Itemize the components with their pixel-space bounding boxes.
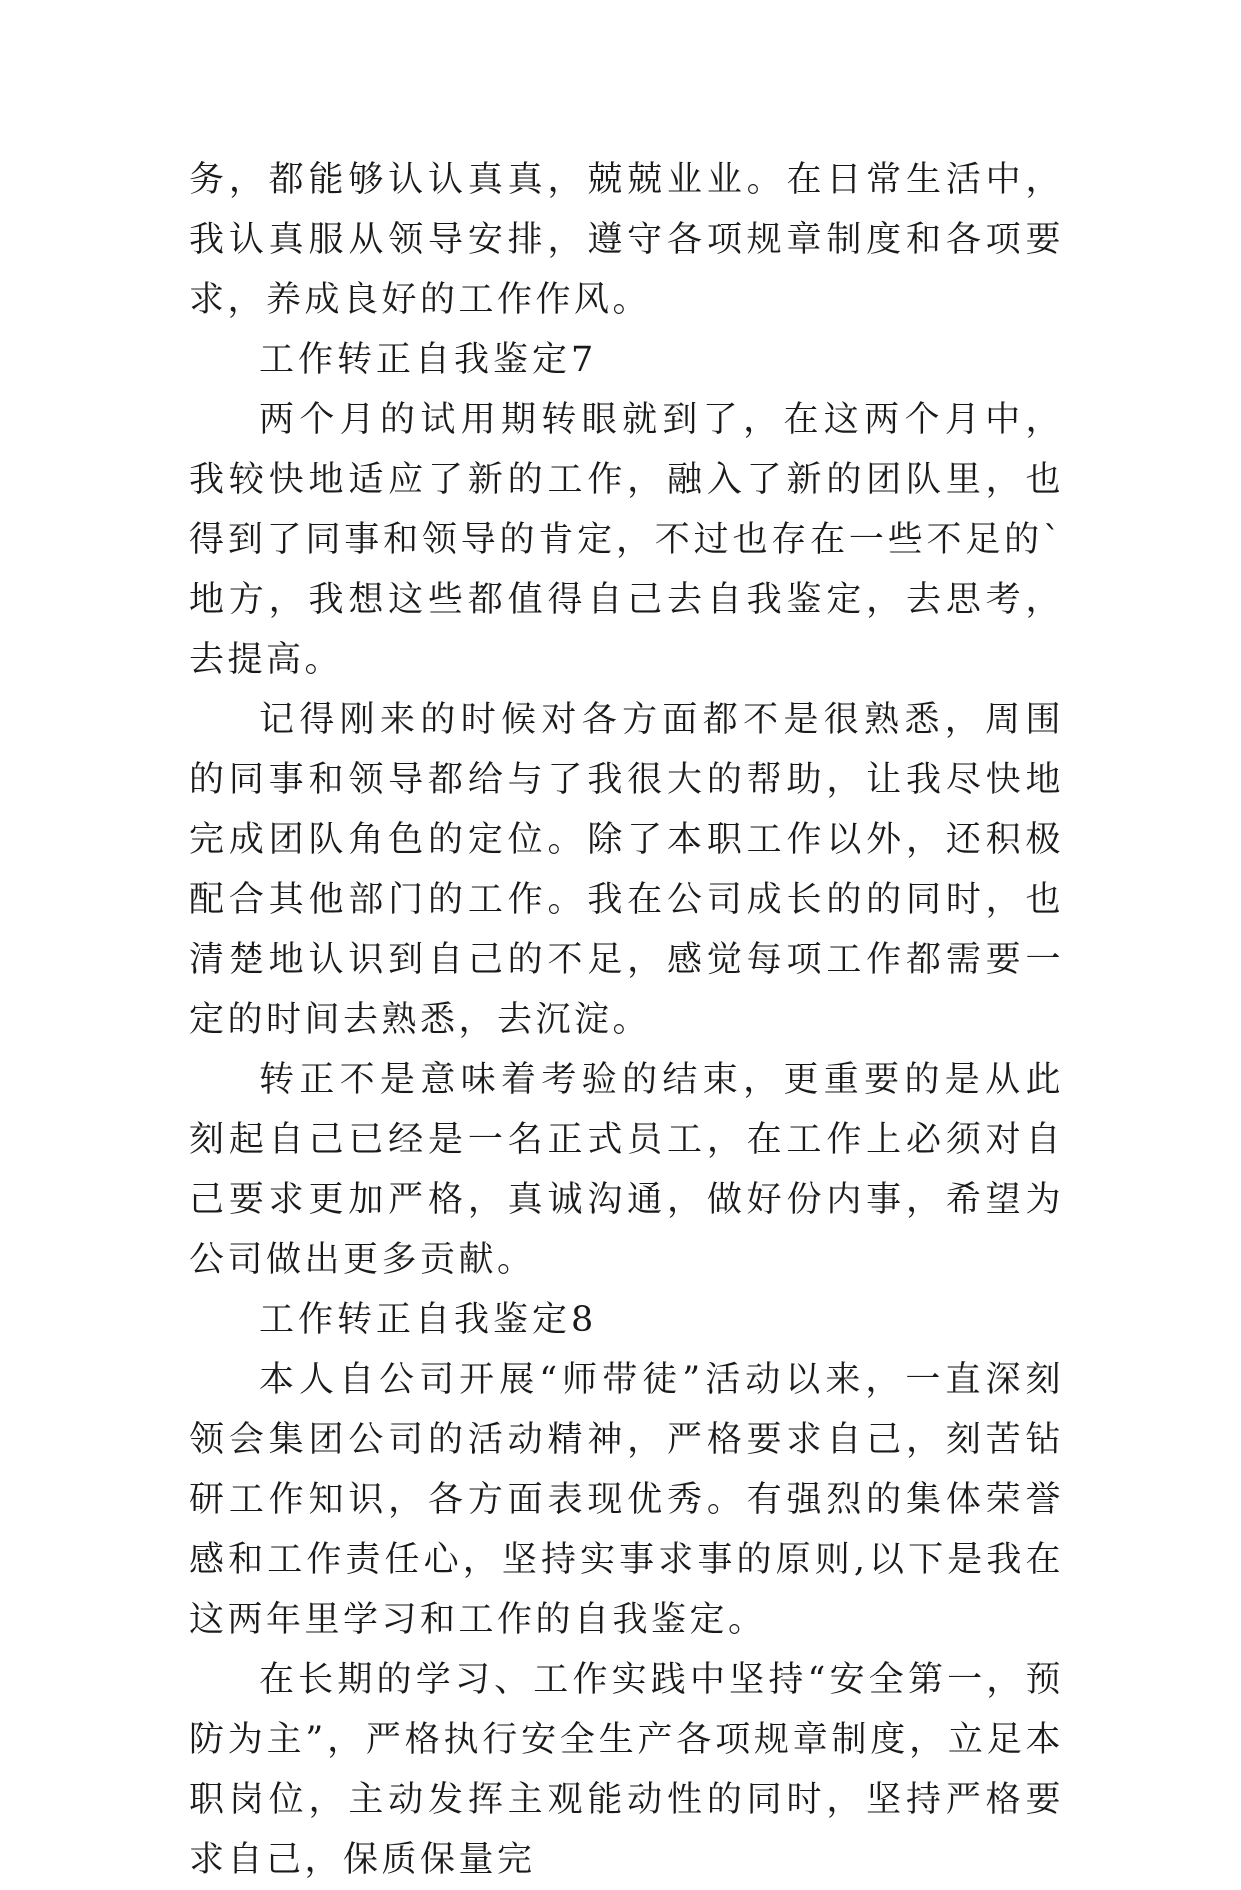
paragraph: 记得刚来的时候对各方面都不是很熟悉，周围的同事和领导都给与了我很大的帮助，让我尽快地完成团队角色的定位。除了本职工作以外，还积极配合其他部门的工作。我在公司成长的的同时，也清楚地认识到自己的不足，感觉每项工作都需要一定的时间去熟悉，去沉淀。 <box>189 700 1064 1040</box>
paragraph: 两个月的试用期转眼就到了，在这两个月中，我较快地适应了新的工作，融入了新的团队里，也得到了同事和领导的肯定，不过也存在一些不足的`地方，我想这些都值得自己去自我鉴定，去思考，去提高。 <box>189 400 1064 680</box>
document-body <box>189 150 1064 1890</box>
paragraph: 本人自公司开展“师带徒”活动以来，一直深刻领会集团公司的活动精神，严格要求自己，刻苦钻研工作知识，各方面表现优秀。有强烈的集体荣誉感和工作责任心，坚持实事求事的原则,以下是我在这两年里学习和工作的自我鉴定。 <box>189 1360 1064 1640</box>
paragraph: 在长期的学习、工作实践中坚持“安全第一，预防为主”，严格执行安全生产各项规章制度，立足本职岗位，主动发挥主观能动性的同时，坚持严格要求自己，保质保量完 <box>189 1660 1064 1880</box>
paragraph: 转正不是意味着考验的结束，更重要的是从此刻起自己已经是一名正式员工，在工作上必须对自己要求更加严格，真诚沟通，做好份内事，希望为公司做出更多贡献。 <box>189 1060 1064 1280</box>
section-heading-8: 工作转正自我鉴定8 <box>259 1300 598 1340</box>
section-heading-7: 工作转正自我鉴定7 <box>259 340 598 380</box>
paragraph-continuation: 务，都能够认认真真，兢兢业业。在日常生活中，我认真服从领导安排，遵守各项规章制度和各项要求，养成良好的工作作风。 <box>189 160 1064 320</box>
